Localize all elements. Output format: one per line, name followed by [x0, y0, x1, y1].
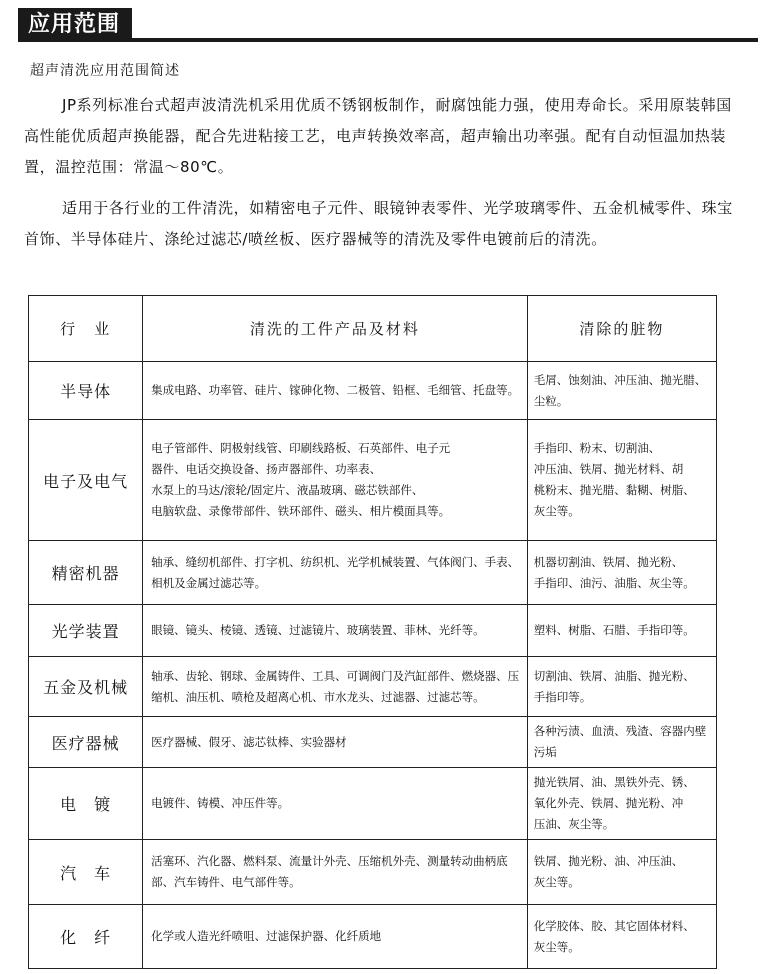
materials-text: 眼镜、镜头、棱镜、透镜、过滤镜片、玻璃装置、菲林、光纤等。: [151, 623, 485, 637]
dirt-text: 各种污渍、血渍、残渣、容器内壁污垢: [533, 724, 707, 759]
dirt-cell: [527, 605, 716, 657]
materials-text: 化学或人造光纤喷咀、过滤保护器、化纤质地: [151, 929, 382, 943]
dirt-text: 手指印、油污、油脂、灰尘等。: [533, 575, 695, 590]
header-materials: 清洗的工件产品及材料: [143, 296, 528, 362]
materials-text: 轴承、齿轮、钢球、金属铸件、工具、可调阀门及汽缸部件、燃烧器、压缩机、油压机、喷枪及超离心机、市水龙头、过滤器、过滤芯等。: [151, 668, 520, 704]
materials-cell: [143, 657, 528, 717]
materials-text: 活塞环、汽化器、燃料泵、流量计外壳、压缩机外壳、测量转动曲柄底部、汽车铸件、电气部件等。: [151, 854, 508, 889]
table-row: [29, 768, 717, 840]
industry-cell: 电 镀: [29, 768, 143, 840]
dirt-text: 抛光铁屑、油、黑铁外壳、锈、: [533, 775, 695, 789]
dirt-text: 手指印等。: [533, 689, 592, 704]
dirt-text: 氧化外壳、铁屑、抛光粉、冲: [533, 796, 684, 810]
materials-cell: [143, 541, 528, 605]
dirt-text: 机器切割油、铁屑、抛光粉、: [533, 554, 684, 569]
table-row: [29, 905, 717, 969]
materials-text: 电镀件、铸模、冲压件等。: [151, 796, 290, 810]
section-title: 应用范围: [18, 8, 132, 42]
dirt-cell: [527, 362, 716, 420]
materials-cell: [143, 362, 528, 420]
section-header: [0, 8, 764, 48]
table-row: [29, 840, 717, 905]
industry-cell: 光学装置: [29, 605, 143, 657]
industry-cell: 化 纤: [29, 905, 143, 969]
application-table: [28, 295, 717, 969]
industry-cell: 电子及电气: [29, 420, 143, 541]
table-row: [29, 420, 717, 541]
title-rule: [18, 38, 758, 42]
dirt-cell: [527, 541, 716, 605]
dirt-cell: [527, 768, 716, 840]
subtitle: 超声清洗应用范围简述: [30, 63, 180, 79]
dirt-text: 冲压油、铁屑、抛光材料、胡: [533, 462, 684, 476]
dirt-cell: [527, 657, 716, 717]
dirt-text: 灰尘等。: [533, 504, 580, 518]
materials-text: 电脑软盘、录像带部件、铁环部件、磁头、相片模面具等。: [151, 504, 451, 518]
table-row: [29, 541, 717, 605]
table-row: [29, 717, 717, 768]
header-dirt: 清除的脏物: [527, 296, 716, 362]
industry-cell: 五金及机械: [29, 657, 143, 717]
materials-cell: [143, 717, 528, 768]
dirt-text: 毛屑、蚀刻油、冲压油、抛光腊、尘粒。: [533, 372, 707, 408]
application-paragraph: 适用于各行业的工件清洗，如精密电子元件、眼镜钟表零件、光学玻璃零件、五金机械零件、珠宝首饰、半导体硅片、涤纶过滤芯/喷丝板、医疗器械等的清洗及零件电镀前后的清洗。: [24, 199, 733, 248]
materials-text: 器件、电话交换设备、扬声器部件、功率表、: [151, 462, 382, 476]
dirt-text: 桃粉末、抛光腊、黏糊、树脂、: [533, 483, 695, 497]
materials-cell: [143, 420, 528, 541]
table-row: [29, 362, 717, 420]
materials-cell: [143, 905, 528, 969]
dirt-text: 化学胶体、胶、其它固体材料、: [533, 918, 695, 933]
intro-paragraph: JP系列标准台式超声波清洗机采用优质不锈钢板制作，耐腐蚀能力强，使用寿命长。采用原装韩国高性能优质超声换能器，配合先进粘接工艺，电声转换效率高，超声输出功率强。配有自动恒温加热装置，温控范围：常温～80℃。: [24, 96, 732, 176]
dirt-text: 切割油、铁屑、油脂、抛光粉、: [533, 668, 695, 683]
dirt-text: 灰尘等。: [533, 875, 580, 889]
table-row: [29, 605, 717, 657]
header-industry: 行 业: [29, 296, 143, 362]
dirt-text: 灰尘等。: [533, 939, 580, 954]
dirt-text: 手指印、粉末、切割油、: [533, 441, 661, 455]
industry-cell: 汽 车: [29, 840, 143, 905]
materials-text: 水泵上的马达/滚轮/固定片、液晶玻璃、磁芯铁部件、: [151, 483, 424, 497]
materials-cell: [143, 840, 528, 905]
materials-text: 轴承、缝纫机部件、打字机、纺织机、光学机械装置、气体阀门、手表、相机及金属过滤芯等。: [151, 554, 520, 590]
materials-text: 集成电路、功率管、硅片、镓砷化物、二极管、铅框、毛细管、托盘等。: [151, 383, 520, 397]
dirt-cell: [527, 840, 716, 905]
table-header-row: [29, 296, 717, 362]
dirt-cell: [527, 717, 716, 768]
industry-cell: 医疗器械: [29, 717, 143, 768]
dirt-cell: [527, 420, 716, 541]
materials-cell: [143, 768, 528, 840]
industry-cell: 半导体: [29, 362, 143, 420]
materials-text: 电子管部件、阴极射线管、印刷线路板、石英部件、电子元: [151, 441, 451, 455]
materials-cell: [143, 605, 528, 657]
dirt-text: 铁屑、抛光粉、油、冲压油、: [533, 854, 684, 868]
industry-cell: 精密机器: [29, 541, 143, 605]
table-row: [29, 657, 717, 717]
dirt-text: 塑料、树脂、石腊、手指印等。: [533, 623, 695, 637]
dirt-cell: [527, 905, 716, 969]
materials-text: 医疗器械、假牙、滤芯钛棒、实验器材: [151, 734, 347, 749]
dirt-text: 压油、灰尘等。: [533, 817, 615, 831]
